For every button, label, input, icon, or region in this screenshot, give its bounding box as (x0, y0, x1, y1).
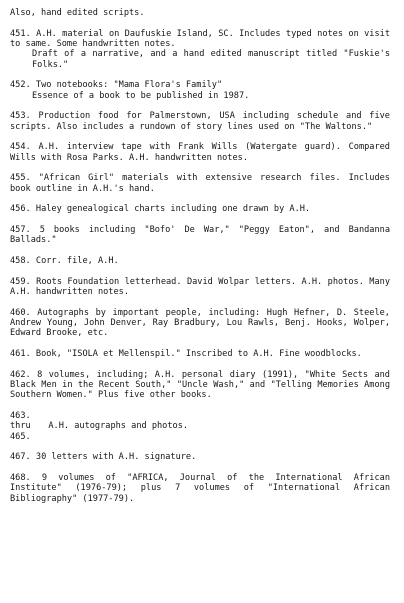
entry-455 (10, 173, 390, 194)
entry-text: Book, "ISOLA et Mellenspil." Inscribed to A.H. Fine woodblocks. (35, 349, 362, 359)
entry-number: 459. (10, 276, 31, 287)
entry-number: 457. (10, 225, 31, 235)
entry-number: 453. (10, 111, 31, 122)
entry-number: 468. (10, 473, 31, 483)
entry-text: 9 volumes of "AFRICA, Journal of the International African Institute" (1976-79); plus 7 volumes of "International African Bibliography" (1977-79). (10, 473, 390, 504)
entry-458 (10, 256, 390, 266)
entry-463-465 (10, 411, 390, 442)
entry-number: 455. (10, 173, 31, 184)
entry-number: 460. (10, 307, 31, 318)
entry-text: 5 books including "Bofo' De War," "Peggy Eaton", and Bandanna Ballads." (10, 225, 390, 246)
entry-454 (10, 142, 390, 163)
entry-number: 452. (10, 80, 31, 91)
entry-text: 8 volumes, including; A.H. personal diary (1991), "White Sects and Black Men in the Recent South," "Uncle Wash," and "Telling Memories Among Southern Women." Plus five other books. (10, 369, 390, 401)
entry-453 (10, 111, 390, 132)
entry-number: 451. (10, 28, 31, 39)
entry-text: Two notebooks: "Mama Flora's Family" (35, 80, 223, 91)
entry-text: Roots Foundation letterhead. David Wolpar letters. A.H. photos. Many A.H. handwritten notes. (10, 276, 390, 297)
entry-462 (10, 370, 390, 401)
document-page (10, 8, 390, 514)
entry-text: A.H. interview tape with Frank Wills (Watergate guard). Compared Wills with Rosa Parks. A.H. handwritten notes. (10, 142, 390, 163)
entry-460 (10, 308, 390, 339)
range-word: thru (10, 421, 31, 432)
entry-number: 454. (10, 142, 31, 153)
entry-text: Production food for Palmerstown, USA including schedule and five scripts. Also includes a rundown of story lines used on "The Waltons." (10, 111, 390, 132)
entry-number: 467. (10, 452, 31, 463)
entry-451 (10, 29, 390, 71)
entry-number: 463. (10, 411, 31, 421)
intro-text: Also, hand edited scripts. (10, 8, 145, 18)
entry-text: A.H. material on Daufuskie Island, SC. Includes typed notes on visit to same. Some handwritten notes. (10, 28, 390, 49)
entry-452 (10, 80, 390, 101)
intro-line (10, 8, 390, 18)
entry-text: A.H. autographs and photos. (48, 421, 189, 432)
entry-text: "African Girl" materials with extensive research files. Includes book outline in A.H.'s hand. (10, 173, 390, 194)
entry-468 (10, 473, 390, 504)
entry-range-line (10, 421, 390, 431)
entry-461 (10, 349, 390, 359)
entry-number: 462. (10, 369, 31, 380)
entry-456 (10, 204, 390, 214)
entry-467 (10, 452, 390, 462)
entry-text: 30 letters with A.H. signature. (35, 452, 197, 463)
entry-text: Autographs by important people, including: Hugh Hefner, D. Steele, Andrew Young, John Denver, Ray Bradbury, Lou Rawls, Benj. Hooks, Wolper, Edward Brooke, etc. (10, 307, 390, 339)
entry-number: 458. (10, 256, 31, 266)
entry-indented-text: Draft of a narrative, and a hand edited manuscript titled "Fuskie's Folks." (32, 49, 390, 70)
entry-459 (10, 277, 390, 298)
entry-indented-text: Essence of a book to be published in 1987. (32, 90, 250, 101)
entry-457 (10, 225, 390, 246)
entry-range-end: 465. (10, 431, 31, 442)
entry-number: 461. (10, 349, 31, 359)
entry-text: Corr. file, A.H. (35, 256, 119, 266)
entry-number: 456. (10, 204, 31, 215)
entry-text: Haley genealogical charts including one drawn by A.H. (35, 204, 311, 215)
